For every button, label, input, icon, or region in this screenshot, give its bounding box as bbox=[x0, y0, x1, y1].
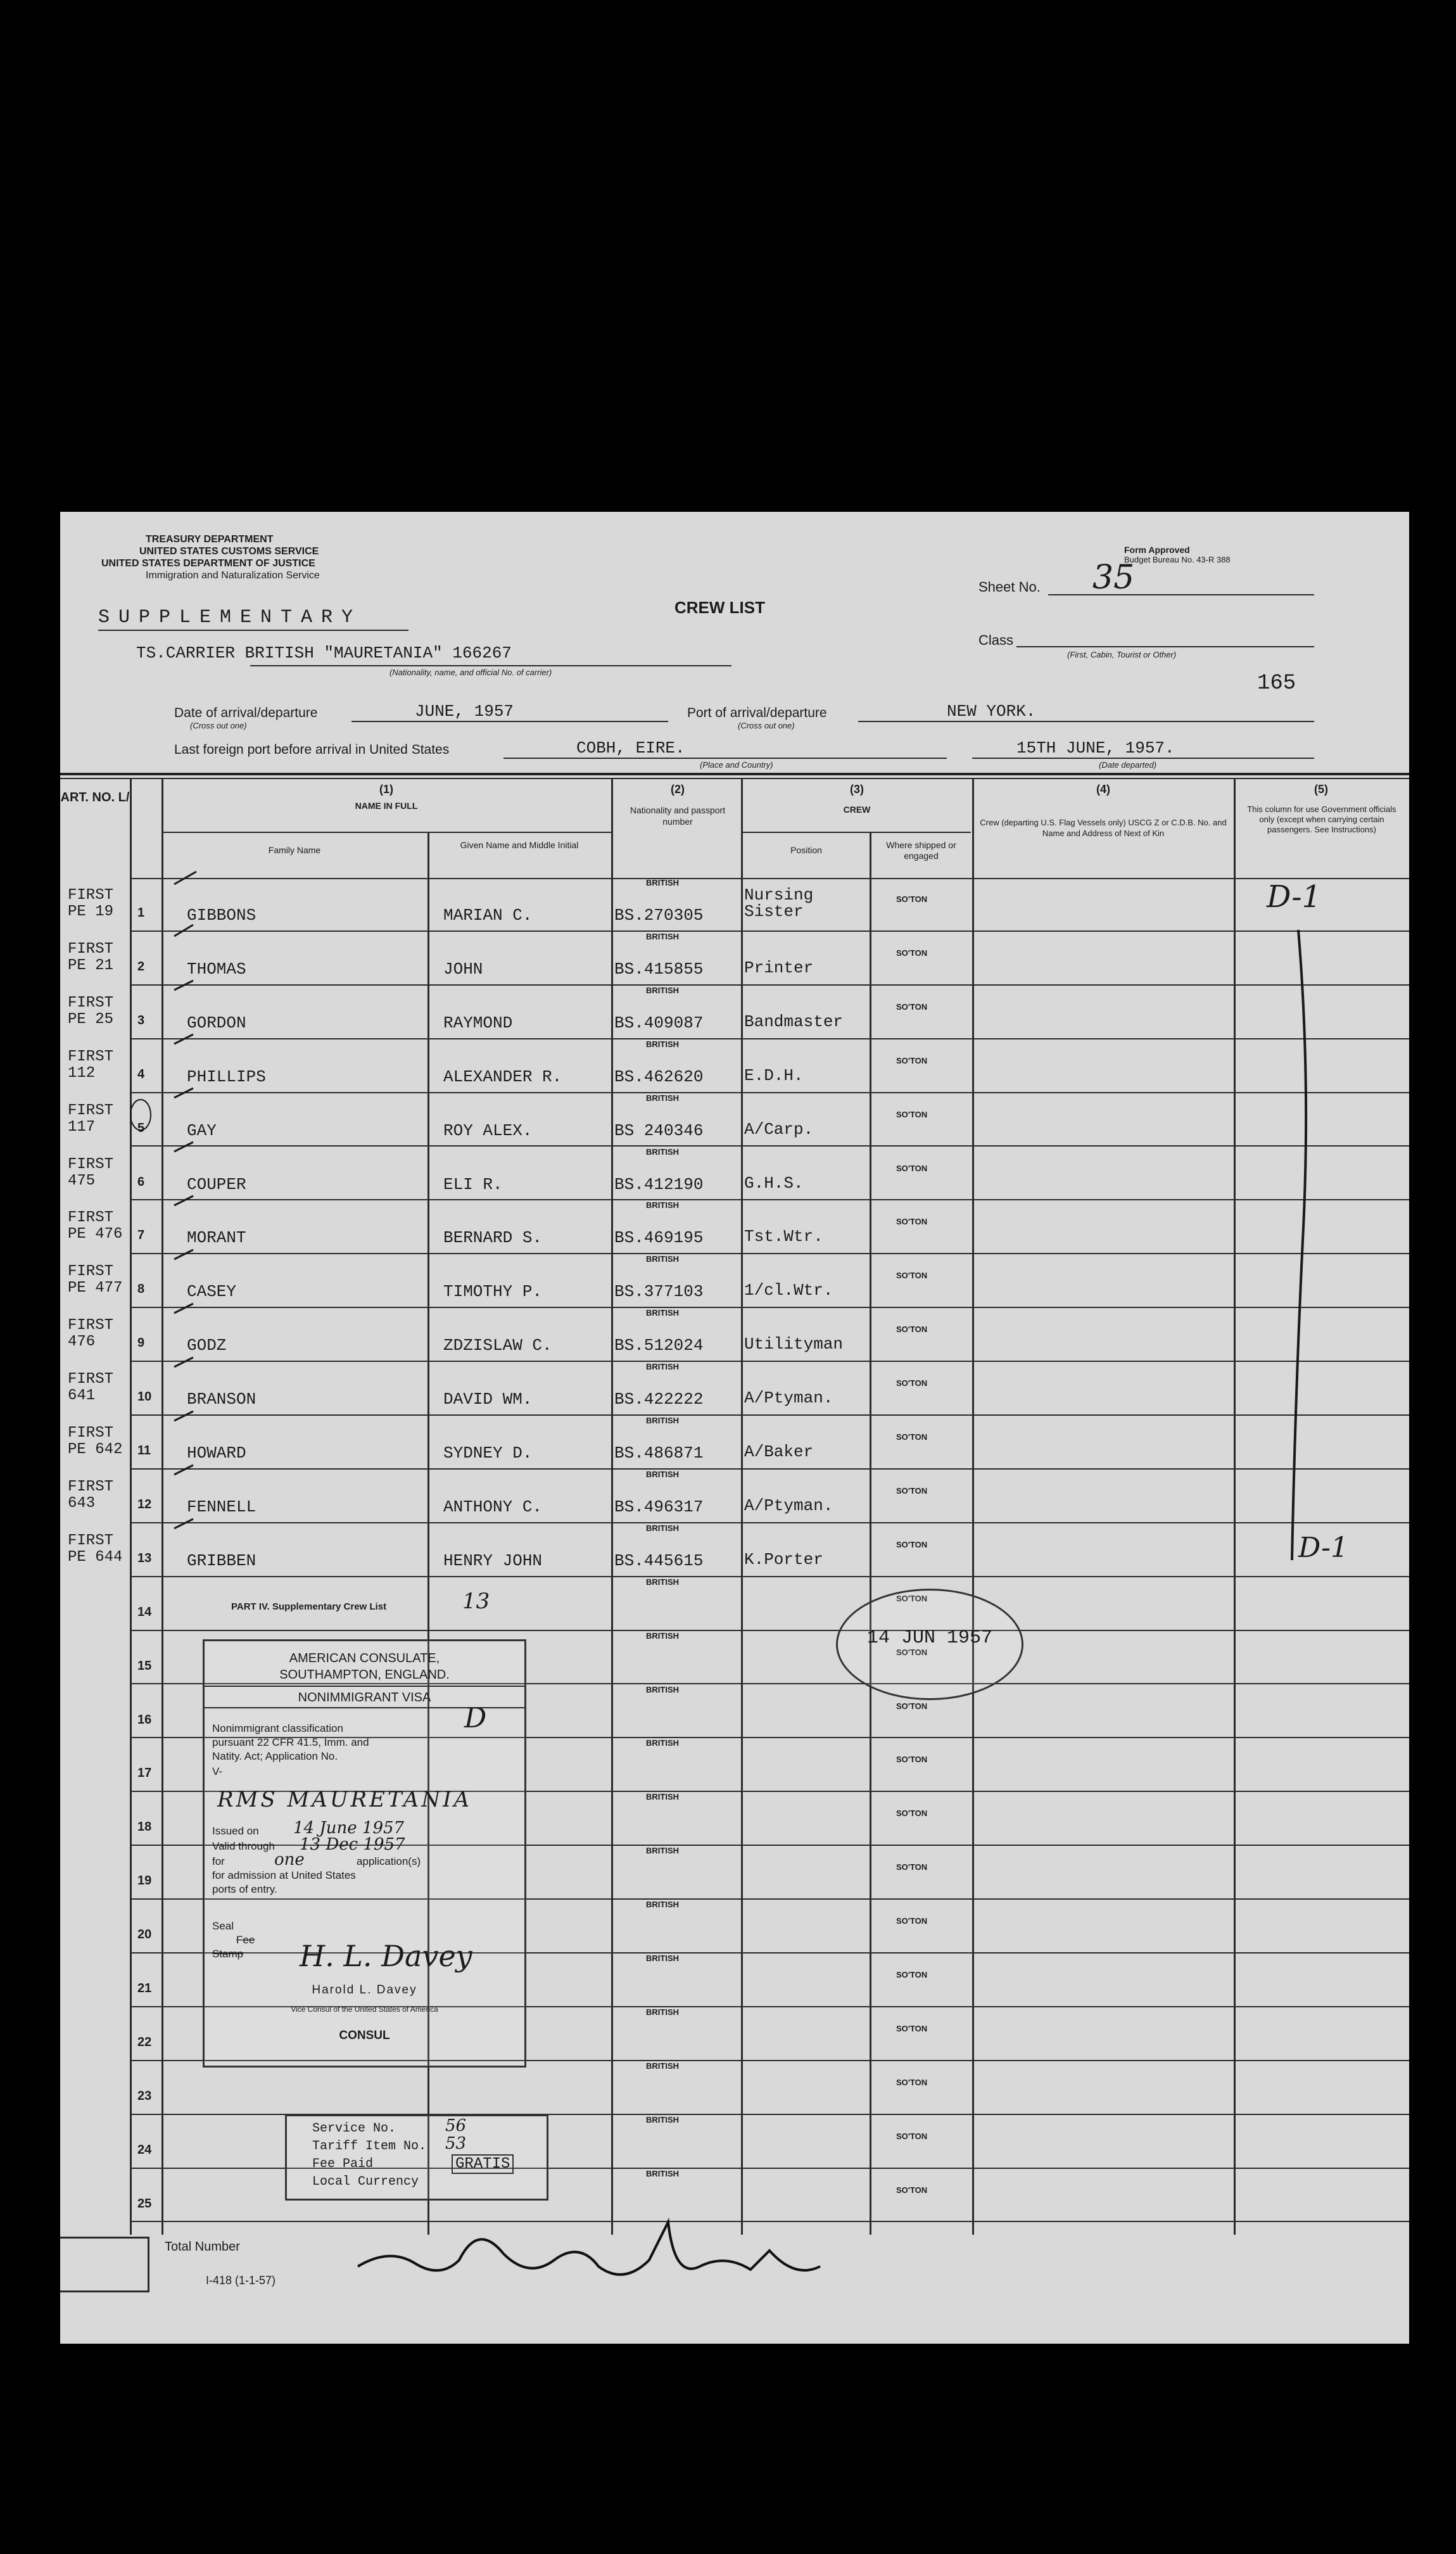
last-port-hint: (Place and Country) bbox=[700, 760, 773, 770]
total-number-box bbox=[60, 2237, 149, 2292]
art-no-line1: FIRST bbox=[68, 1425, 114, 1442]
position: G.H.S. bbox=[744, 1173, 804, 1193]
date-hint: (Cross out one) bbox=[190, 721, 247, 730]
service-line3: Fee Paid bbox=[312, 2157, 374, 2171]
passport-number: BS.486871 bbox=[614, 1444, 704, 1463]
given-name: RAYMOND bbox=[443, 1013, 513, 1032]
row-number: 13 bbox=[137, 1551, 152, 1565]
visa-applications: application(s) bbox=[357, 1855, 421, 1867]
table-row bbox=[60, 1362, 1409, 1416]
passport-number: BS.462620 bbox=[614, 1067, 704, 1086]
family-name: THOMAS bbox=[187, 959, 246, 979]
position: 1/cl.Wtr. bbox=[744, 1281, 833, 1300]
position-header: Position bbox=[790, 845, 822, 855]
family-name: GAY bbox=[187, 1121, 217, 1140]
nationality: BRITISH bbox=[646, 985, 679, 995]
nationality: BRITISH bbox=[646, 1416, 679, 1425]
family-name: GORDON bbox=[187, 1013, 246, 1032]
col5-number: (5) bbox=[1314, 783, 1328, 796]
nationality: BRITISH bbox=[646, 1684, 679, 1694]
where-shipped: SO'TON bbox=[896, 1916, 928, 1926]
where-shipped: SO'TON bbox=[896, 1539, 928, 1549]
agency-line: TREASURY DEPARTMENT bbox=[146, 534, 274, 545]
art-no-line2: PE 477 bbox=[68, 1280, 123, 1297]
nationality: BRITISH bbox=[646, 2061, 679, 2071]
nationality: BRITISH bbox=[646, 1254, 679, 1264]
position: Bandmaster bbox=[744, 1012, 844, 1031]
page-number: 165 bbox=[1257, 671, 1296, 696]
table-row bbox=[60, 1416, 1409, 1470]
family-name-header: Family Name bbox=[268, 845, 321, 855]
given-name: BERNARD S. bbox=[443, 1228, 543, 1248]
supplementary-label: SUPPLEMENTARY bbox=[98, 607, 362, 628]
given-name: TIMOTHY P. bbox=[443, 1282, 543, 1302]
art-no-line2: PE 642 bbox=[68, 1441, 123, 1458]
table-row bbox=[60, 2115, 1409, 2169]
given-name: HENRY JOHN bbox=[443, 1551, 543, 1570]
family-name: MORANT bbox=[187, 1228, 246, 1248]
table-row bbox=[60, 2169, 1409, 2223]
row-number: 4 bbox=[137, 1067, 145, 1081]
total-number-label: Total Number bbox=[165, 2240, 240, 2254]
art-no-line1: FIRST bbox=[68, 1155, 114, 1173]
crew-list-document bbox=[60, 512, 1409, 2344]
given-name: ALEXANDER R. bbox=[443, 1067, 562, 1086]
where-shipped: SO'TON bbox=[896, 2185, 928, 2195]
given-name: ANTHONY C. bbox=[443, 1497, 543, 1516]
class-hint: (First, Cabin, Tourist or Other) bbox=[1067, 650, 1177, 659]
visa-title: NONIMMIGRANT VISA bbox=[298, 1691, 431, 1705]
art-no-line2: PE 25 bbox=[68, 1010, 114, 1028]
family-name: GIBBONS bbox=[187, 906, 256, 925]
visa-ports: ports of entry. bbox=[212, 1883, 277, 1895]
visa-stamp-label: Stamp bbox=[212, 1948, 244, 1960]
visa-valid-value: 13 Dec 1957 bbox=[300, 1835, 405, 1854]
where-shipped: SO'TON bbox=[896, 2023, 928, 2033]
position: E.D.H. bbox=[744, 1065, 804, 1085]
position: Tst.Wtr. bbox=[744, 1227, 823, 1247]
col4-title: Crew (departing U.S. Flag Vessels only) USCG Z or C.D.B. No. and Name and Address of Next of Kin bbox=[980, 818, 1227, 838]
carrier-hint: (Nationality, name, and official No. of carrier) bbox=[389, 668, 552, 677]
row-number: 1 bbox=[137, 906, 145, 920]
art-no-line2: 643 bbox=[68, 1494, 96, 1512]
art-no-line2: PE 21 bbox=[68, 956, 114, 974]
visa-signature: H. L. Davey bbox=[300, 1939, 472, 1973]
row-number: 9 bbox=[137, 1336, 145, 1350]
given-name: JOHN bbox=[443, 959, 483, 979]
where-shipped: SO'TON bbox=[896, 2077, 928, 2087]
visa-classification-label: Nonimmigrant classification bbox=[212, 1722, 343, 1734]
visa-city: SOUTHAMPTON, ENGLAND. bbox=[279, 1668, 450, 1682]
where-shipped: SO'TON bbox=[896, 1163, 928, 1173]
table-row bbox=[60, 1200, 1409, 1254]
family-name: BRANSON bbox=[187, 1390, 256, 1409]
visa-for-label: for bbox=[212, 1855, 225, 1867]
row-number: 2 bbox=[137, 959, 145, 974]
nationality: BRITISH bbox=[646, 931, 679, 941]
position: Utilityman bbox=[744, 1335, 844, 1354]
row-number: 24 bbox=[137, 2142, 152, 2157]
where-shipped: SO'TON bbox=[896, 1432, 928, 1442]
col3-number: (3) bbox=[850, 783, 864, 796]
position: K.Porter bbox=[744, 1549, 823, 1569]
position: A/Ptyman. bbox=[744, 1496, 833, 1515]
agency-line: UNITED STATES CUSTOMS SERVICE bbox=[139, 546, 319, 557]
given-name: SYDNEY D. bbox=[443, 1444, 533, 1463]
table-row bbox=[60, 1039, 1409, 1093]
position: Nursing Sister bbox=[744, 886, 814, 921]
agency-block bbox=[101, 533, 320, 581]
art-no-line1: FIRST bbox=[68, 1048, 114, 1065]
row-number: 3 bbox=[137, 1013, 145, 1027]
where-shipped: SO'TON bbox=[896, 1485, 928, 1496]
passport-number: BS 240346 bbox=[614, 1121, 704, 1140]
date-departed-hint: (Date departed) bbox=[1099, 760, 1157, 770]
nationality: BRITISH bbox=[646, 878, 679, 887]
art-no-line1: FIRST bbox=[68, 1317, 114, 1335]
part-iv-label: PART IV. Supplementary Crew List bbox=[231, 1601, 387, 1612]
row-number: 23 bbox=[137, 2088, 152, 2103]
col2-title: Nationality and passport number bbox=[630, 805, 726, 827]
col4-number: (4) bbox=[1096, 783, 1110, 796]
given-name-header: Given Name and Middle Initial bbox=[460, 840, 579, 850]
row-number: 25 bbox=[137, 2196, 152, 2211]
row-number: 20 bbox=[137, 1928, 152, 1942]
visa-classification-value: D bbox=[464, 1702, 487, 1734]
table-row bbox=[60, 1308, 1409, 1362]
row-number: 15 bbox=[137, 1658, 152, 1673]
passport-number: BS.377103 bbox=[614, 1282, 704, 1302]
given-name: ROY ALEX. bbox=[443, 1121, 533, 1140]
nationality: BRITISH bbox=[646, 1738, 679, 1748]
art-no-line1: FIRST bbox=[68, 1263, 114, 1281]
where-shipped: SO'TON bbox=[896, 1970, 928, 1979]
visa-issued-label: Issued on bbox=[212, 1825, 259, 1837]
last-port-label: Last foreign port before arrival in United States bbox=[174, 742, 450, 757]
col3-title: CREW bbox=[843, 804, 871, 815]
position: A/Carp. bbox=[744, 1119, 814, 1139]
art-no-line2: PE 644 bbox=[68, 1548, 123, 1566]
where-shipped: SO'TON bbox=[896, 1055, 928, 1065]
row-number: 10 bbox=[137, 1390, 152, 1404]
service-line3-value: GRATIS bbox=[452, 2154, 514, 2174]
carrier-line: TS.CARRIER BRITISH "MAURETANIA" 166267 bbox=[136, 644, 512, 663]
given-name: MARIAN C. bbox=[443, 906, 533, 925]
visa-valid-label: Valid through bbox=[212, 1840, 275, 1852]
row-number: 6 bbox=[137, 1174, 145, 1189]
row-number: 8 bbox=[137, 1282, 145, 1297]
class-label: Class bbox=[978, 632, 1014, 648]
visa-admission: for admission at United States bbox=[212, 1869, 356, 1881]
row-number: 5 bbox=[137, 1121, 145, 1135]
position: Printer bbox=[744, 958, 814, 977]
form-approved: Form Approved bbox=[1124, 545, 1190, 555]
visa-issued-value: 14 June 1957 bbox=[293, 1819, 405, 1838]
given-name: ZDZISLAW C. bbox=[443, 1336, 552, 1356]
art-no-header: ART. NO. L/ bbox=[60, 791, 130, 804]
row-number: 14 bbox=[137, 1604, 152, 1619]
nationality: BRITISH bbox=[646, 1200, 679, 1210]
col1-title: NAME IN FULL bbox=[355, 801, 418, 811]
family-name: GODZ bbox=[187, 1336, 227, 1356]
row-number: 19 bbox=[137, 1874, 152, 1888]
row-number: 11 bbox=[137, 1444, 151, 1458]
col1-number: (1) bbox=[379, 783, 393, 796]
row-number: 12 bbox=[137, 1497, 152, 1511]
service-line4: Local Currency bbox=[312, 2175, 419, 2189]
table-row bbox=[60, 1147, 1409, 1201]
port-value: NEW YORK. bbox=[947, 702, 1036, 721]
nationality: BRITISH bbox=[646, 2168, 679, 2178]
art-no-line2: PE 476 bbox=[68, 1226, 123, 1243]
passport-number: BS.512024 bbox=[614, 1336, 704, 1356]
visa-for-value: one bbox=[274, 1850, 305, 1869]
budget-bureau: Budget Bureau No. 43-R 388 bbox=[1124, 555, 1231, 564]
art-no-line1: FIRST bbox=[68, 1478, 114, 1496]
col5-mark-bottom: D-1 bbox=[1298, 1532, 1348, 1564]
nationality: BRITISH bbox=[646, 1577, 679, 1587]
where-shipped: SO'TON bbox=[896, 1001, 928, 1012]
art-no-line1: FIRST bbox=[68, 1371, 114, 1388]
service-line2-value: 53 bbox=[445, 2134, 467, 2153]
nationality: BRITISH bbox=[646, 1900, 679, 1910]
date-stamp bbox=[836, 1589, 1023, 1700]
art-no-line2: 475 bbox=[68, 1172, 96, 1190]
art-no-line2: PE 19 bbox=[68, 903, 114, 920]
where-shipped: SO'TON bbox=[896, 1701, 928, 1711]
art-no-line1: FIRST bbox=[68, 887, 114, 904]
agency-line: UNITED STATES DEPARTMENT OF JUSTICE bbox=[101, 558, 315, 569]
row-number: 18 bbox=[137, 1820, 152, 1834]
sheet-number: 35 bbox=[1092, 559, 1135, 597]
last-port-value: COBH, EIRE. bbox=[576, 739, 685, 758]
family-name: PHILLIPS bbox=[187, 1067, 266, 1086]
visa-vice-consul: Vice Consul of the United States of America bbox=[291, 2005, 438, 2014]
row-number: 22 bbox=[137, 2035, 152, 2049]
where-shipped: SO'TON bbox=[896, 1378, 928, 1388]
nationality: BRITISH bbox=[646, 1792, 679, 1802]
where-shipped: SO'TON bbox=[896, 1271, 928, 1281]
nationality: BRITISH bbox=[646, 1039, 679, 1049]
service-line1: Service No. bbox=[312, 2121, 396, 2136]
family-name: COUPER bbox=[187, 1174, 246, 1194]
table-row bbox=[60, 986, 1409, 1039]
date-value: JUNE, 1957 bbox=[415, 702, 514, 721]
where-shipped: SO'TON bbox=[896, 1755, 928, 1765]
passport-number: BS.415855 bbox=[614, 959, 704, 979]
where-shipped: SO'TON bbox=[896, 1217, 928, 1227]
where-header: Where shipped or engaged bbox=[886, 840, 956, 861]
position: A/Baker bbox=[744, 1442, 814, 1461]
family-name: FENNELL bbox=[187, 1497, 256, 1516]
art-no-line1: FIRST bbox=[68, 1209, 114, 1227]
table-row bbox=[60, 1093, 1409, 1147]
sheet-label: Sheet No. bbox=[978, 579, 1041, 595]
row-divider bbox=[130, 2221, 1409, 2222]
visa-ship: RMS MAURETANIA bbox=[217, 1787, 472, 1812]
nationality: BRITISH bbox=[646, 2114, 679, 2125]
nationality: BRITISH bbox=[646, 1093, 679, 1103]
col2-number: (2) bbox=[671, 783, 685, 796]
visa-consul: CONSUL bbox=[339, 2029, 390, 2042]
visa-consulate: AMERICAN CONSULATE, bbox=[289, 1651, 440, 1665]
form-number: I-418 (1-1-57) bbox=[206, 2274, 276, 2287]
service-line1-value: 56 bbox=[445, 2116, 467, 2135]
art-no-line2: 112 bbox=[68, 1064, 96, 1082]
row-number: 17 bbox=[137, 1766, 152, 1781]
passport-number: BS.270305 bbox=[614, 906, 704, 925]
date-departed-value: 15TH JUNE, 1957. bbox=[1016, 739, 1175, 758]
date-label: Date of arrival/departure bbox=[174, 706, 318, 720]
family-name: CASEY bbox=[187, 1282, 237, 1302]
table-row bbox=[60, 932, 1409, 986]
nonimmigrant-visa-stamp bbox=[203, 1639, 526, 2068]
nationality: BRITISH bbox=[646, 1362, 679, 1372]
where-shipped: SO'TON bbox=[896, 1862, 928, 1872]
art-no-line1: FIRST bbox=[68, 994, 114, 1012]
where-shipped: SO'TON bbox=[896, 948, 928, 958]
passport-number: BS.496317 bbox=[614, 1497, 704, 1516]
nationality: BRITISH bbox=[646, 1469, 679, 1479]
visa-officer: Harold L. Davey bbox=[312, 1983, 417, 1997]
visa-v-line: V- bbox=[212, 1765, 223, 1777]
row-number: 7 bbox=[137, 1228, 145, 1243]
where-shipped: SO'TON bbox=[896, 894, 928, 904]
position: A/Ptyman. bbox=[744, 1388, 833, 1408]
agency-line: Immigration and Naturalization Service bbox=[146, 570, 320, 581]
art-no-line2: 476 bbox=[68, 1333, 96, 1351]
service-fee-stamp bbox=[285, 2114, 548, 2201]
table-row bbox=[60, 2061, 1409, 2115]
service-line2: Tariff Item No. bbox=[312, 2139, 427, 2154]
visa-seal: Seal bbox=[212, 1920, 234, 1932]
passport-number: BS.422222 bbox=[614, 1390, 704, 1409]
passport-number: BS.409087 bbox=[614, 1013, 704, 1032]
date-stamp-text: 14 JUN 1957 bbox=[866, 1627, 993, 1649]
family-name: HOWARD bbox=[187, 1444, 246, 1463]
port-label: Port of arrival/departure bbox=[687, 706, 827, 720]
family-name: GRIBBEN bbox=[187, 1551, 256, 1570]
passport-number: BS.445615 bbox=[614, 1551, 704, 1570]
nationality: BRITISH bbox=[646, 2007, 679, 2017]
where-shipped: SO'TON bbox=[896, 1325, 928, 1335]
nationality: BRITISH bbox=[646, 1630, 679, 1641]
visa-fee: Fee bbox=[236, 1934, 255, 1946]
given-name: DAVID WM. bbox=[443, 1390, 533, 1409]
port-hint: (Cross out one) bbox=[738, 721, 795, 730]
art-no-line1: FIRST bbox=[68, 1102, 114, 1119]
table-row bbox=[60, 1254, 1409, 1308]
art-no-line2: 641 bbox=[68, 1387, 96, 1405]
given-name: ELI R. bbox=[443, 1174, 503, 1194]
table-row bbox=[60, 1523, 1409, 1577]
passport-number: BS.412190 bbox=[614, 1174, 704, 1194]
nationality: BRITISH bbox=[646, 1308, 679, 1318]
passport-number: BS.469195 bbox=[614, 1228, 704, 1248]
nationality: BRITISH bbox=[646, 1954, 679, 1963]
row-number: 21 bbox=[137, 1981, 152, 1995]
table-row bbox=[60, 1470, 1409, 1523]
where-shipped: SO'TON bbox=[896, 1109, 928, 1119]
art-no-line2: 117 bbox=[68, 1118, 96, 1136]
where-shipped: SO'TON bbox=[896, 1593, 928, 1603]
art-no-line1: FIRST bbox=[68, 940, 114, 958]
table-row bbox=[60, 878, 1409, 932]
page-title: CREW LIST bbox=[674, 598, 765, 617]
visa-act: Natity. Act; Application No. bbox=[212, 1750, 338, 1762]
where-shipped: SO'TON bbox=[896, 2131, 928, 2141]
nationality: BRITISH bbox=[646, 1523, 679, 1533]
art-no-line1: FIRST bbox=[68, 1532, 114, 1549]
col5-mark-top: D-1 bbox=[1267, 879, 1322, 915]
where-shipped: SO'TON bbox=[896, 1647, 928, 1657]
nationality: BRITISH bbox=[646, 1147, 679, 1157]
row-number: 16 bbox=[137, 1712, 152, 1727]
where-shipped: SO'TON bbox=[896, 1808, 928, 1819]
visa-pursuant: pursuant 22 CFR 41.5, Imm. and bbox=[212, 1736, 369, 1748]
nationality: BRITISH bbox=[646, 1846, 679, 1856]
col5-title: This column for use Government officials only (except when carrying certain passengers. See Instructions) bbox=[1247, 804, 1396, 834]
part-iv-value: 13 bbox=[462, 1589, 490, 1614]
